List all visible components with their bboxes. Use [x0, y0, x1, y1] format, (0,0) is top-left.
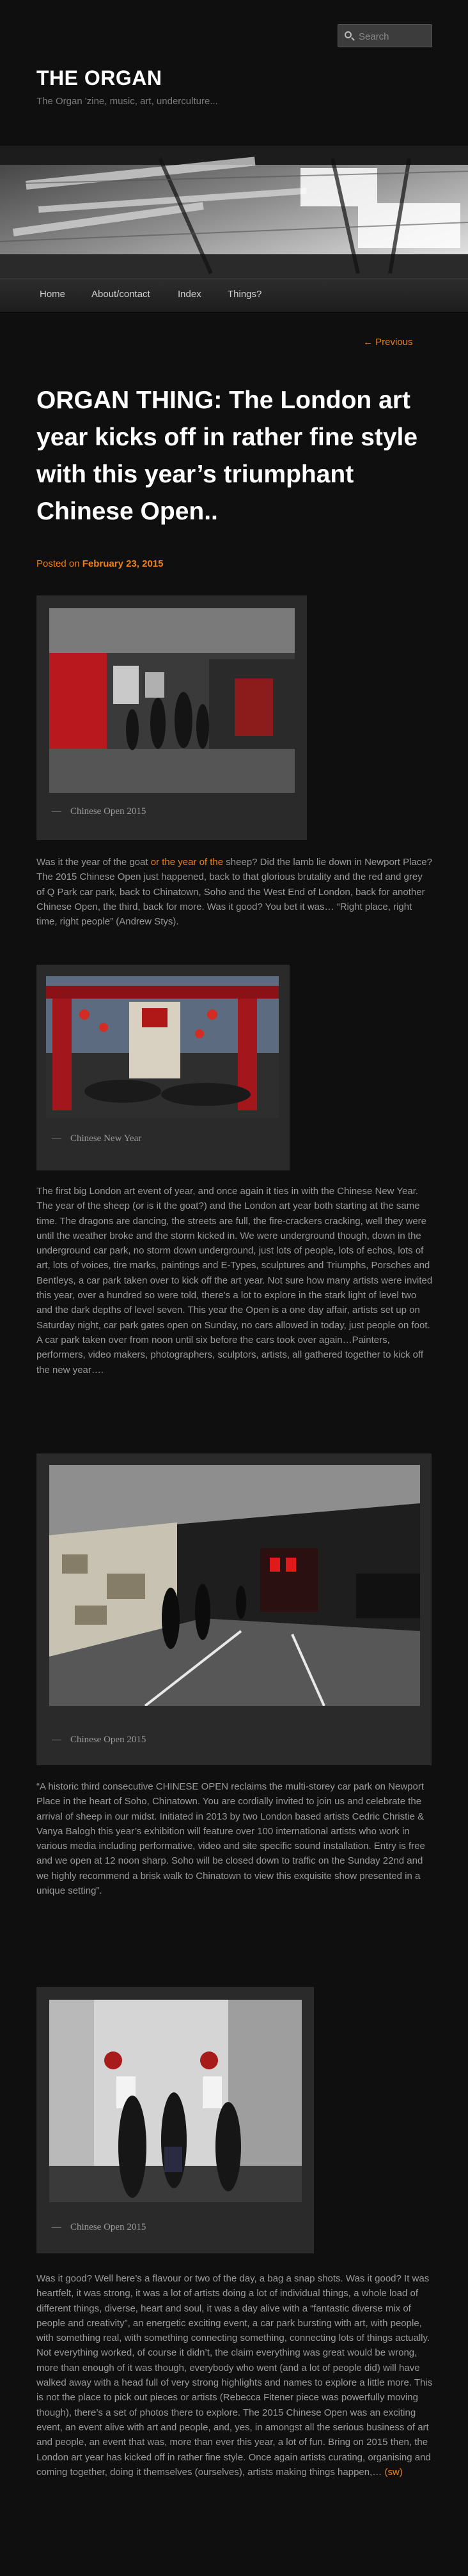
header-banner-image[interactable] [0, 146, 468, 278]
photo-chinese-open-gallery[interactable] [49, 608, 295, 793]
previous-post-link[interactable]: ← Previous [363, 337, 413, 348]
post-title[interactable]: ORGAN THING: The London art year kicks off in rather fine style with this year’s triumphant Chinese Open.. [36, 387, 418, 525]
photo-car-park[interactable] [49, 1465, 420, 1706]
paragraph-art-year: The first big London art event of year, and once again it ties in with the Chinese New Year. The year of the sheep (or is it the goat?) and the London art year both starting at the same time. The dragons are dancing, the streets are full, the fire-crackers cracking, well they were until the weather broke and the storm kicked in. We were underground though, down in the underground car park, no storm down underground, just lots of people, lots of echos, lots of art, lots of voices, tire marks, paintings and E-Types, sculptures and Triumphs, Porsches and Bentleys, a car park taken over to kick off the art year. Not sure how many artists were invited this year, over a hundred so were told, there’s a lot to explore in the stark light of level two and the dark depths of level seven. This year the Open is a one day affair, artists set up on Saturday night, car park gates open on Sunday, no cars allowed in today, just people on foot. A car park taken over from noon until six before the cars took over again…Painters, performers, video makers, photographers, sculptors, artists, all gathered together to kick off the new year…. [36, 1186, 433, 1376]
search-input[interactable] [357, 30, 429, 43]
photo-3 [49, 1465, 420, 1706]
author-link[interactable]: (sw) [384, 2466, 403, 2478]
search-box[interactable] [338, 24, 432, 47]
figure-caption: — Chinese New Year [52, 1133, 142, 1144]
search-icon [345, 31, 352, 38]
nav-item-home[interactable]: Home [40, 289, 66, 300]
figure-caption: — Chinese Open 2015 [52, 806, 146, 816]
paragraph-review: Was it good? Well here’s a flavour or two of the day, a bag a snap shots. Was it good? It was heartfelt, it was strong, it was a lot of artists doing a lot of individual things, a whole load of different things, diverse, heart and soul, it was a day alive with a “fantastic diverse mix of people and creativity”, an energetic exciting event, a car park bursting with art, with people, with something real, with something connecting something, connecting lots of things actually. Not everything worked, of course it didn’t, the claim everything was great would be wrong, more than enough of it was though, everybody who went (and a lot of people did) will have walked away with a head full of very strong highlights and names to explore a little more. This is not the place to pick out pieces or artists (Rebecca Fitener piece was powerfully moving though), there’s a set of photos there to explore. The 2015 Chinese Open was an exciting event, an event alive with art and people, and, yes, in amongst all the serious business of art and people, an event that was, more than ever this year, a lot of fun. Bring on 2015 then, the London art year has kicked off in rather fine style. Once again artists curating, organising and coming together, doing it themselves (ourselves), artists making things happen,… (sw) [36, 2273, 433, 2478]
figure-chinese-new-year [36, 965, 290, 1170]
banner-photo [0, 146, 468, 278]
year-link[interactable]: or the year of the [150, 857, 224, 868]
figure-caption: — Chinese Open 2015 [52, 1735, 146, 1745]
nav-item-about-contact[interactable]: About/contact [91, 289, 150, 300]
site-title[interactable]: THE ORGAN [36, 66, 162, 89]
post-meta [36, 558, 163, 569]
nav-item-index[interactable]: Index [178, 289, 201, 300]
photo-2 [46, 976, 279, 1118]
post-date-link[interactable]: February 23, 2015 [82, 558, 164, 569]
photo-chinese-new-year[interactable] [46, 976, 279, 1118]
photo-gallery-visitors[interactable] [49, 2000, 302, 2202]
photo-1 [49, 608, 295, 793]
figure-caption: — Chinese Open 2015 [52, 2222, 146, 2232]
main-nav [0, 278, 468, 312]
figure-chinese-open-2015-1 [36, 595, 307, 840]
posted-on-label: Posted on [36, 558, 80, 569]
site-description: The Organ 'zine, music, art, underculture... [36, 96, 218, 107]
paragraph-press-quote: “A historic third consecutive CHINESE OPEN reclaims the multi-storey car park on Newport Place in the heart of Soho, Chinatown. You are cordially invited to join us and celebrate the arrival of sheep in our midst. Initiated in 2013 by two London based artists Cedric Christie & Vanya Balogh this year’s exhibition will feature over 100 international artists who work in various media including performative, video and site specific sound installation. Entry is free and we open at 12 noon sharp. Soho will be closed down to traffic on the Sunday 22nd and we highly recommend a brisk walk to Chinatown to view this exquisite show presented in a unique setting”. [36, 1781, 425, 1897]
photo-4 [49, 2000, 302, 2202]
figure-chinese-open-2015-2 [36, 1453, 432, 1765]
figure-chinese-open-2015-3 [36, 1987, 314, 2253]
paragraph-intro: Was it the year of the goat or the year of the sheep? Did the lamb lie down in Newport Place? The 2015 Chinese Open just happened, back to that glorious brutality and the red and grey of Q Park car park, back to Chinatown, Soho and the West End of London, back for another Chinese Open, the third, back for more. Was it good? You bet it was… “Right place, right time, right people” (Andrew Stys). [36, 857, 432, 928]
nav-item-things[interactable]: Things? [228, 289, 262, 300]
